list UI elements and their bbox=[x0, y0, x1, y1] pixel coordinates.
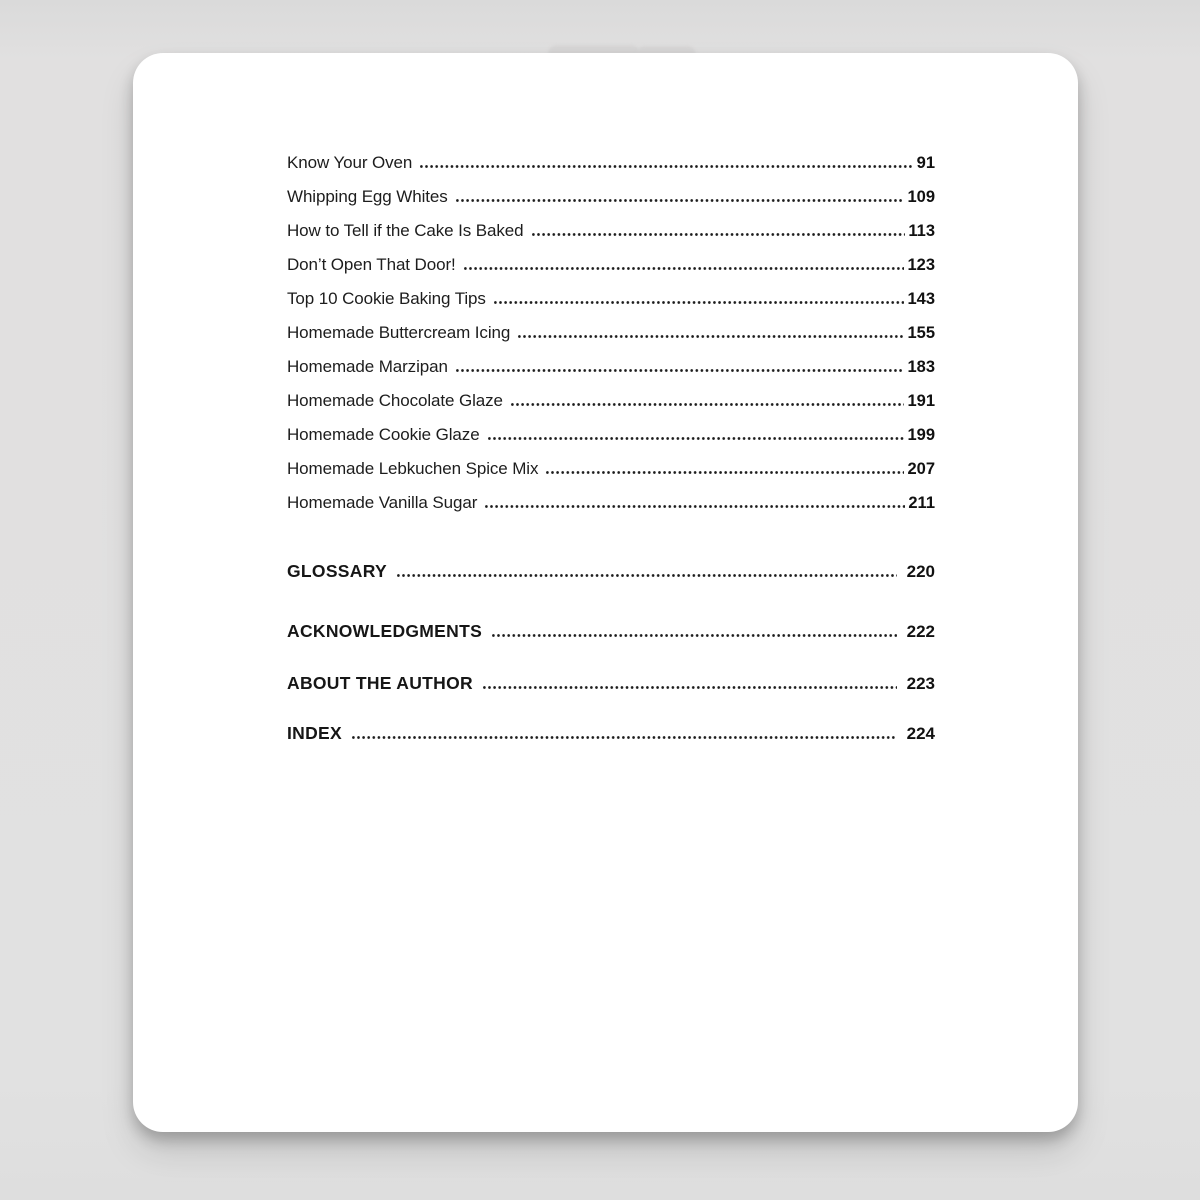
toc-section-page-number: 222 bbox=[906, 622, 935, 641]
table-of-contents bbox=[287, 146, 935, 750]
toc-entry-page-number: 211 bbox=[908, 494, 935, 512]
toc-section-glossary[interactable] bbox=[287, 554, 935, 588]
dot-leader bbox=[485, 505, 905, 508]
toc-entry[interactable] bbox=[287, 214, 935, 248]
toc-entry[interactable] bbox=[287, 452, 935, 486]
toc-entry-title: Whipping Egg Whites bbox=[287, 187, 448, 206]
dot-leader bbox=[546, 471, 904, 474]
toc-entry-page-number: 207 bbox=[907, 460, 935, 478]
dot-leader bbox=[488, 437, 905, 440]
toc-entry-title: Homemade Vanilla Sugar bbox=[287, 493, 478, 512]
toc-entry-page-number: 113 bbox=[908, 222, 935, 240]
toc-entry-page-number: 155 bbox=[907, 324, 935, 342]
toc-entry[interactable] bbox=[287, 486, 935, 520]
dot-leader bbox=[456, 369, 905, 372]
toc-entry-page-number: 91 bbox=[916, 154, 935, 172]
toc-section-title: INDEX bbox=[287, 723, 342, 743]
toc-section-about-the-author[interactable] bbox=[287, 666, 935, 700]
toc-entry[interactable] bbox=[287, 384, 935, 418]
toc-entry-title: Homemade Lebkuchen Spice Mix bbox=[287, 459, 539, 478]
toc-entry-page-number: 191 bbox=[907, 392, 935, 410]
toc-entry[interactable] bbox=[287, 418, 935, 452]
toc-entry[interactable] bbox=[287, 248, 935, 282]
dot-leader bbox=[456, 199, 905, 202]
toc-entry-title: Homemade Buttercream Icing bbox=[287, 323, 511, 342]
toc-section-title: GLOSSARY bbox=[287, 561, 387, 581]
toc-entry-title: Homemade Marzipan bbox=[287, 357, 448, 376]
toc-entry-page-number: 199 bbox=[907, 426, 935, 444]
dot-leader bbox=[518, 335, 904, 338]
dot-leader bbox=[511, 403, 905, 406]
toc-section-index[interactable] bbox=[287, 716, 935, 750]
dot-leader bbox=[492, 634, 897, 637]
toc-section-title: ACKNOWLEDGMENTS bbox=[287, 621, 483, 641]
toc-entry-page-number: 183 bbox=[907, 358, 935, 376]
toc-section-page-number: 224 bbox=[906, 724, 935, 743]
toc-entry-title: Know Your Oven bbox=[287, 153, 413, 172]
dot-leader bbox=[464, 267, 905, 270]
toc-entry[interactable] bbox=[287, 180, 935, 214]
dot-leader bbox=[494, 301, 905, 304]
toc-entry[interactable] bbox=[287, 316, 935, 350]
dot-leader bbox=[483, 686, 897, 689]
toc-section-title: ABOUT THE AUTHOR bbox=[287, 673, 473, 693]
toc-entry[interactable] bbox=[287, 282, 935, 316]
toc-entry[interactable] bbox=[287, 146, 935, 180]
dot-leader bbox=[532, 233, 906, 236]
toc-entry-title: Homemade Chocolate Glaze bbox=[287, 391, 503, 410]
toc-entry-page-number: 109 bbox=[907, 188, 935, 206]
toc-entry-title: Homemade Cookie Glaze bbox=[287, 425, 480, 444]
toc-section-page-number: 220 bbox=[906, 562, 935, 581]
toc-section-acknowledgments[interactable] bbox=[287, 614, 935, 648]
dot-leader bbox=[352, 736, 897, 739]
toc-entry[interactable] bbox=[287, 350, 935, 384]
toc-entry-title: How to Tell if the Cake Is Baked bbox=[287, 221, 524, 240]
toc-entry-title: Don’t Open That Door! bbox=[287, 255, 456, 274]
dot-leader bbox=[420, 165, 913, 168]
dot-leader bbox=[397, 574, 897, 577]
toc-entry-page-number: 143 bbox=[907, 290, 935, 308]
toc-entry-title: Top 10 Cookie Baking Tips bbox=[287, 289, 486, 308]
toc-entry-page-number: 123 bbox=[907, 256, 935, 274]
toc-section-page-number: 223 bbox=[906, 674, 935, 693]
book-page bbox=[133, 53, 1078, 1132]
